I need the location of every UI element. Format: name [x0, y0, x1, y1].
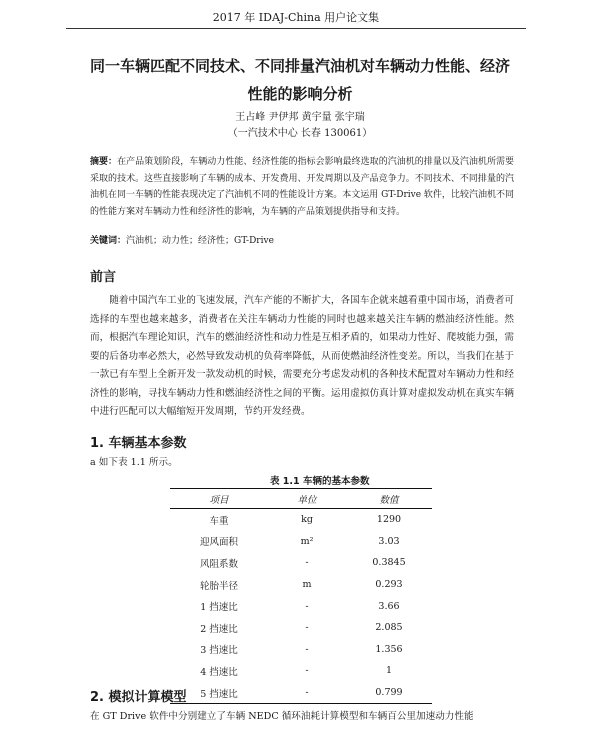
table-cell: 车重	[209, 515, 229, 527]
table-cell: -	[305, 622, 309, 634]
vehicle-params-table	[170, 488, 432, 704]
table-cell: kg	[301, 514, 313, 526]
running-header: 2017 年 IDAJ-China 用户论文集	[66, 8, 526, 29]
table-row	[170, 595, 432, 617]
table-row	[170, 617, 432, 639]
abstract-text: 在产品策划阶段，车辆动力性能、经济性能的指标会影响最终选取的汽油机的排量以及汽油机所需要采取的技术。这些直接影响了车辆的成本、开发费用、开发周期以及产品竞争力。不同技术、不同排量的汽油机在同一车辆的性能表现决定了汽油机不同的性能设计方案。本文运用 GT-Drive 软件，比较汽油机不同的性能方案对车辆动力性和经济性的影响，为车辆的产品策划提供指导和支持。	[90, 157, 514, 217]
author-list: 王占峰 尹伊邦 黄宇量 张宇瑞	[235, 112, 365, 123]
table-row	[170, 531, 432, 553]
keywords-label: 关键词：	[90, 236, 127, 246]
section-1-heading: 1. 车辆基本参数	[90, 436, 187, 451]
keywords	[90, 234, 514, 248]
paper-title	[90, 52, 510, 108]
table-cell: 轮胎半径	[199, 580, 238, 592]
table-row	[170, 639, 432, 661]
table-caption: 表 1.1 车辆的基本参数	[270, 476, 370, 487]
table-row	[170, 574, 432, 596]
table-cell: 2.085	[375, 622, 403, 634]
table-cell: 1	[385, 665, 393, 677]
table-cell: -	[305, 557, 309, 569]
table-cell: 0.293	[375, 579, 403, 591]
table-header-item: 项目	[170, 489, 268, 509]
section-2-heading: 2. 模拟计算模型	[90, 690, 187, 705]
table-header-unit: 单位	[268, 489, 346, 509]
table-row	[170, 509, 432, 531]
table-cell: 0.3845	[372, 557, 406, 569]
affiliation: （一汽技术中心 长春 130061）	[227, 128, 373, 139]
preface-heading: 前言	[90, 270, 117, 285]
table-cell: 迎风面积	[199, 537, 238, 549]
table-cell: 风阻系数	[199, 558, 238, 570]
abstract	[90, 154, 514, 220]
table-cell: 3.03	[378, 535, 400, 547]
title-line-1: 同一车辆匹配不同技术、不同排量汽油机对车辆动力性能、经济	[90, 57, 511, 75]
abstract-label: 摘要：	[90, 157, 118, 167]
table-row	[170, 552, 432, 574]
table-cell: 1 挡速比	[200, 602, 238, 614]
section-1-intro: a 如下表 1.1 所示。	[90, 457, 178, 468]
table-row	[170, 682, 432, 704]
table-cell: -	[268, 682, 346, 704]
keywords-text: 汽油机；动力性；经济性；GT-Drive	[126, 236, 274, 246]
table-cell: 3 挡速比	[200, 645, 238, 657]
table-cell: m²	[300, 535, 314, 547]
table-cell: 3.66	[378, 600, 400, 612]
table-cell: 1290	[376, 514, 402, 526]
table-cell: -	[305, 600, 309, 612]
table-cell: 2 挡速比	[200, 623, 238, 635]
table-cell: 0.799	[346, 682, 432, 704]
table-cell: -	[305, 665, 309, 677]
title-line-2: 性能的影响分析	[247, 85, 353, 103]
table-header-row	[170, 489, 432, 509]
table-header-value: 数值	[346, 489, 432, 509]
preface-paragraph: 随着中国汽车工业的飞速发展，汽车产能的不断扩大，各国车企就来越看重中国市场，消费者可选择的车型也越来越多，消费者在关注车辆动力性能的同时也越来越关注车辆的燃油经济性能。然而，根据汽车理论知识，汽车的燃油经济性和动力性是互相矛盾的，如果动力性好、爬坡能力强，需要的后备功率必然大，必然导致发动机的负荷率降低，从而使燃油经济性变差。所以，当我们在基于一款已有车型上全新开发一款发动机的时候，需要充分考虑发动机的各种技术配置对车辆动力性和经济性的影响，寻找车辆动力性和燃油经济性之间的平衡。运用虚拟仿真计算对虚拟发动机在真实车辆中进行匹配可以大幅缩短开发周期，节约开发经费。	[90, 295, 514, 417]
table-cell: -	[305, 643, 309, 655]
section-2-text: 在 GT Drive 软件中分别建立了车辆 NEDC 循环油耗计算模型和车辆百公里加速动力性能	[90, 711, 474, 722]
table-cell: 5 挡速比	[170, 682, 268, 704]
table-cell: 4 挡速比	[200, 666, 238, 678]
table-cell: m	[302, 579, 312, 591]
table-row	[170, 660, 432, 682]
table-cell: 1.356	[375, 643, 403, 655]
